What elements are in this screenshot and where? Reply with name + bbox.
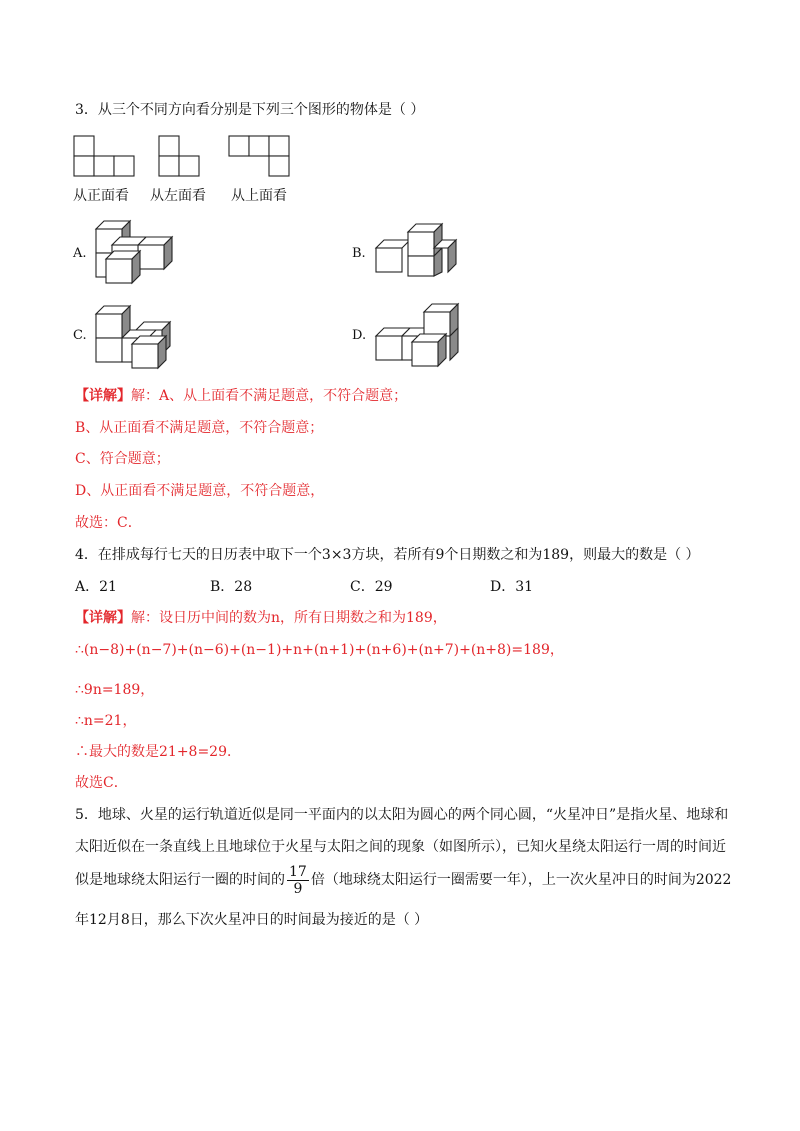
- detail-tag: 【详解】: [75, 610, 131, 626]
- q4-choice-c: C．29: [350, 579, 393, 595]
- fraction-numerator: 17: [289, 863, 307, 880]
- q4-equation-1: ∴(n−8)+(n−7)+(n−6)+(n−1)+n+(n+1)+(n+6)+(n+7)+(n+8)=189，: [75, 642, 564, 658]
- top-view-label: 从上面看: [231, 188, 287, 204]
- option-a-figure: [90, 215, 190, 285]
- option-b-label: B.: [352, 246, 366, 261]
- q4-analysis-line-1: [75, 608, 447, 628]
- q3-answer: 故选：C．: [75, 515, 142, 531]
- option-d-label: D.: [352, 328, 367, 343]
- option-d-figure: [372, 298, 472, 368]
- left-view-label: 从左面看: [150, 188, 206, 204]
- q4-choice-b: B．28: [210, 579, 253, 595]
- q4-analysis-text: 解：设日历中间的数为n，所有日期数之和为189，: [131, 610, 447, 626]
- q4-equation-2: ∴9n=189，: [75, 682, 155, 698]
- q4-choice-d: D．31: [490, 579, 534, 595]
- q3-analysis-line-4: D、从正面看不满足题意，不符合题意，: [75, 483, 325, 499]
- front-view-label: 从正面看: [73, 188, 129, 204]
- q5-line-1: 5．地球、火星的运行轨道近似是同一平面内的以太阳为圆心的两个同心圆，“火星冲日”是指火星、地球和: [75, 807, 729, 823]
- fraction-17-9: [287, 864, 309, 897]
- q3-stem: 3．从三个不同方向看分别是下列三个图形的物体是（ ）: [75, 102, 425, 118]
- q4-answer: 故选C．: [75, 775, 128, 791]
- left-view-figure: [158, 135, 208, 179]
- q4-equation-4: ∴最大的数是21+8=29．: [75, 744, 241, 760]
- q3-analysis-line-3: C、符合题意；: [75, 451, 170, 467]
- option-c-label: C.: [73, 328, 87, 343]
- q3-analysis-text: 解：A、从上面看不满足题意，不符合题意；: [131, 388, 408, 404]
- q5-line-3: [75, 862, 731, 898]
- q3-analysis-line-2: B、从正面看不满足题意，不符合题意；: [75, 420, 324, 436]
- fraction-denominator: 9: [293, 880, 303, 897]
- detail-tag: 【详解】: [75, 388, 131, 404]
- top-view-figure: [228, 135, 298, 179]
- q4-stem: 4．在排成每行七天的日历表中取下一个3×3方块，若所有9个日期数之和为189，则最大的数是（ ）: [75, 547, 700, 563]
- q5-line-3-text-b: 倍（地球绕太阳运行一圈需要一年），上一次火星冲日的时间为2022: [310, 872, 732, 888]
- q4-choice-a: A．21: [75, 579, 117, 595]
- q5-line-4: 年12月8日，那么下次火星冲日的时间最为接近的是（ ）: [75, 912, 429, 928]
- option-b-figure: [372, 220, 472, 280]
- q5-line-2: 太阳近似在一条直线上且地球位于火星与太阳之间的现象（如图所示），已知火星绕太阳运行一周的时间近: [75, 839, 726, 855]
- option-a-label: A.: [73, 246, 87, 261]
- front-view-figure: [73, 135, 143, 179]
- option-c-figure: [92, 300, 192, 370]
- q5-line-3-text-a: 似是地球绕太阳运行一圈的时间的: [75, 872, 285, 888]
- q4-equation-3: ∴n=21，: [75, 713, 137, 729]
- q3-analysis-line-1: [75, 386, 407, 406]
